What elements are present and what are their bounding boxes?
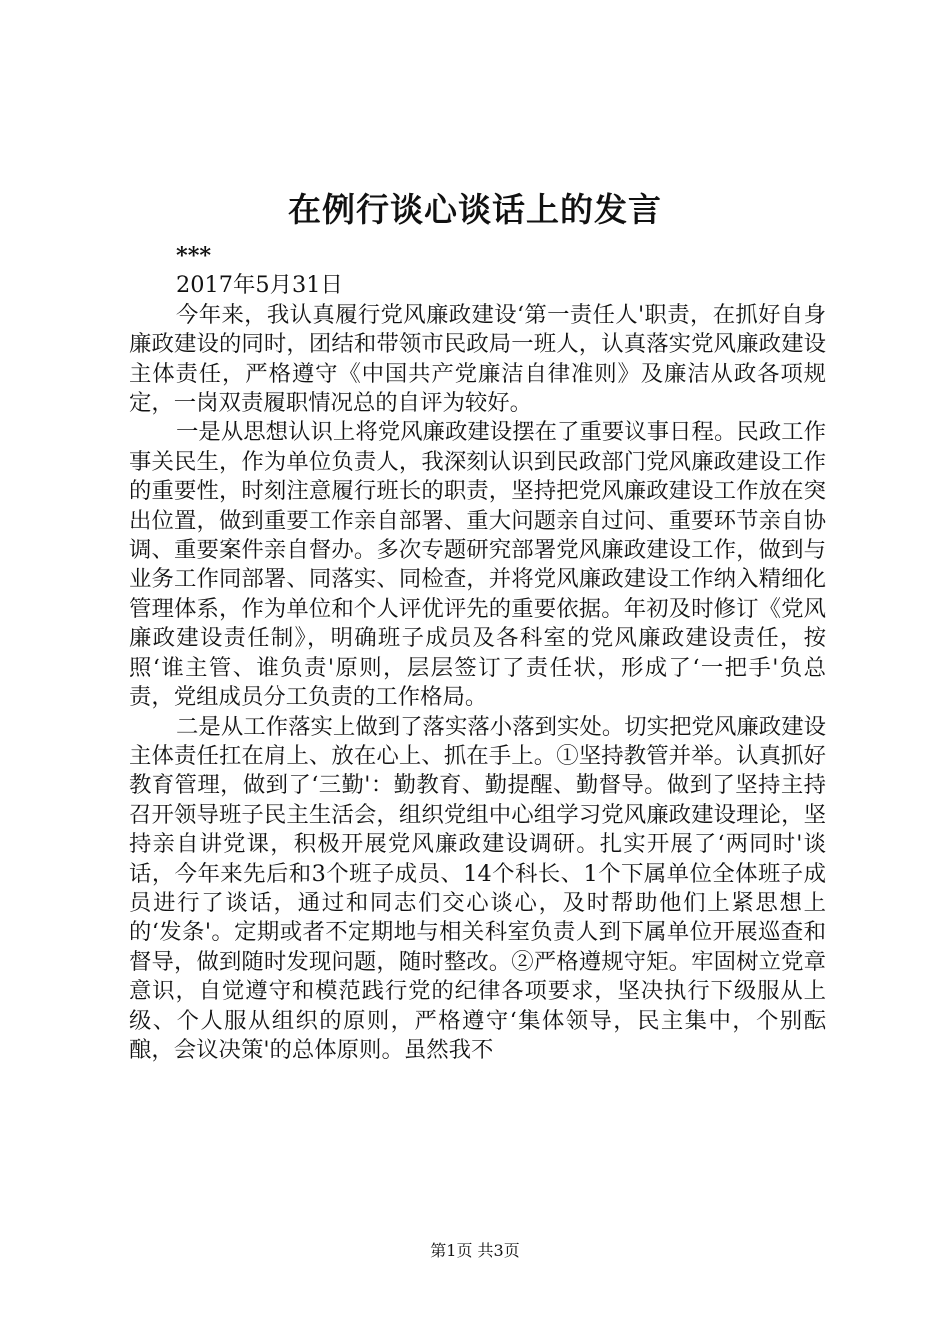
paragraph-intro: 今年来，我认真履行党风廉政建设‘第一责任人'职责，在抓好自身廉政建设的同时，团结和带领市民政局一班人，认真落实党风廉政建设主体责任，严格遵守《中国共产党廉洁自律准则》及廉洁从政各项规定，一岗双责履职情况总的自评为较好。: [129, 301, 826, 417]
document-body: [129, 242, 826, 1065]
date-line: 2017年5月31日: [176, 272, 343, 299]
page-footer: 第1页 共3页: [430, 1241, 520, 1260]
paragraph-practice: 二是从工作落实上做到了落实落小落到实处。切实把党风廉政建设主体责任扛在肩上、放在心上、抓在手上。①坚持教管并举。认真抓好教育管理，做到了‘三勤'：勤教育、勤提醒、勤督导。做到了坚持主持召开领导班子民主生活会，组织党组中心组学习党风廉政建设理论，坚持亲自讲党课，积极开展党风廉政建设调研。扎实开展了‘两同时'谈话，今年来先后和3个班子成员、14个科长、1个下属单位全体班子成员进行了谈话，通过和同志们交心谈心，及时帮助他们上紧思想上的‘发条'。定期或者不定期地与相关科室负责人到下属单位开展巡查和督导，做到随时发现问题，随时整改。②严格遵规守矩。牢固树立党章意识，自觉遵守和模范践行党的纪律各项要求，坚决执行下级服从上级、个人服从组织的原则，严格遵守‘集体领导，民主集中，个别酝酿，会议决策'的总体原则。虽然我不: [129, 713, 826, 1063]
document-title: 在例行谈心谈话上的发言: [288, 190, 662, 229]
paragraph-thought: 一是从思想认识上将党风廉政建设摆在了重要议事日程。民政工作事关民生，作为单位负责人，我深刻认识到民政部门党风廉政建设工作的重要性，时刻注意履行班长的职责，坚持把党风廉政建设工作放在突出位置，做到重要工作亲自部署、重大问题亲自过问、重要环节亲自协调、重要案件亲自督办。多次专题研究部署党风廉政建设工作，做到与业务工作同部署、同落实、同检查，并将党风廉政建设工作纳入精细化管理体系，作为单位和个人评优评先的重要依据。年初及时修订《党风廉政建设责任制》，明确班子成员及各科室的党风廉政建设责任，按照‘谁主管、谁负责'原则，层层签订了责任状，形成了‘一把手'负总责，党组成员分工负责的工作格局。: [129, 419, 826, 711]
author-line: ***: [176, 243, 212, 269]
